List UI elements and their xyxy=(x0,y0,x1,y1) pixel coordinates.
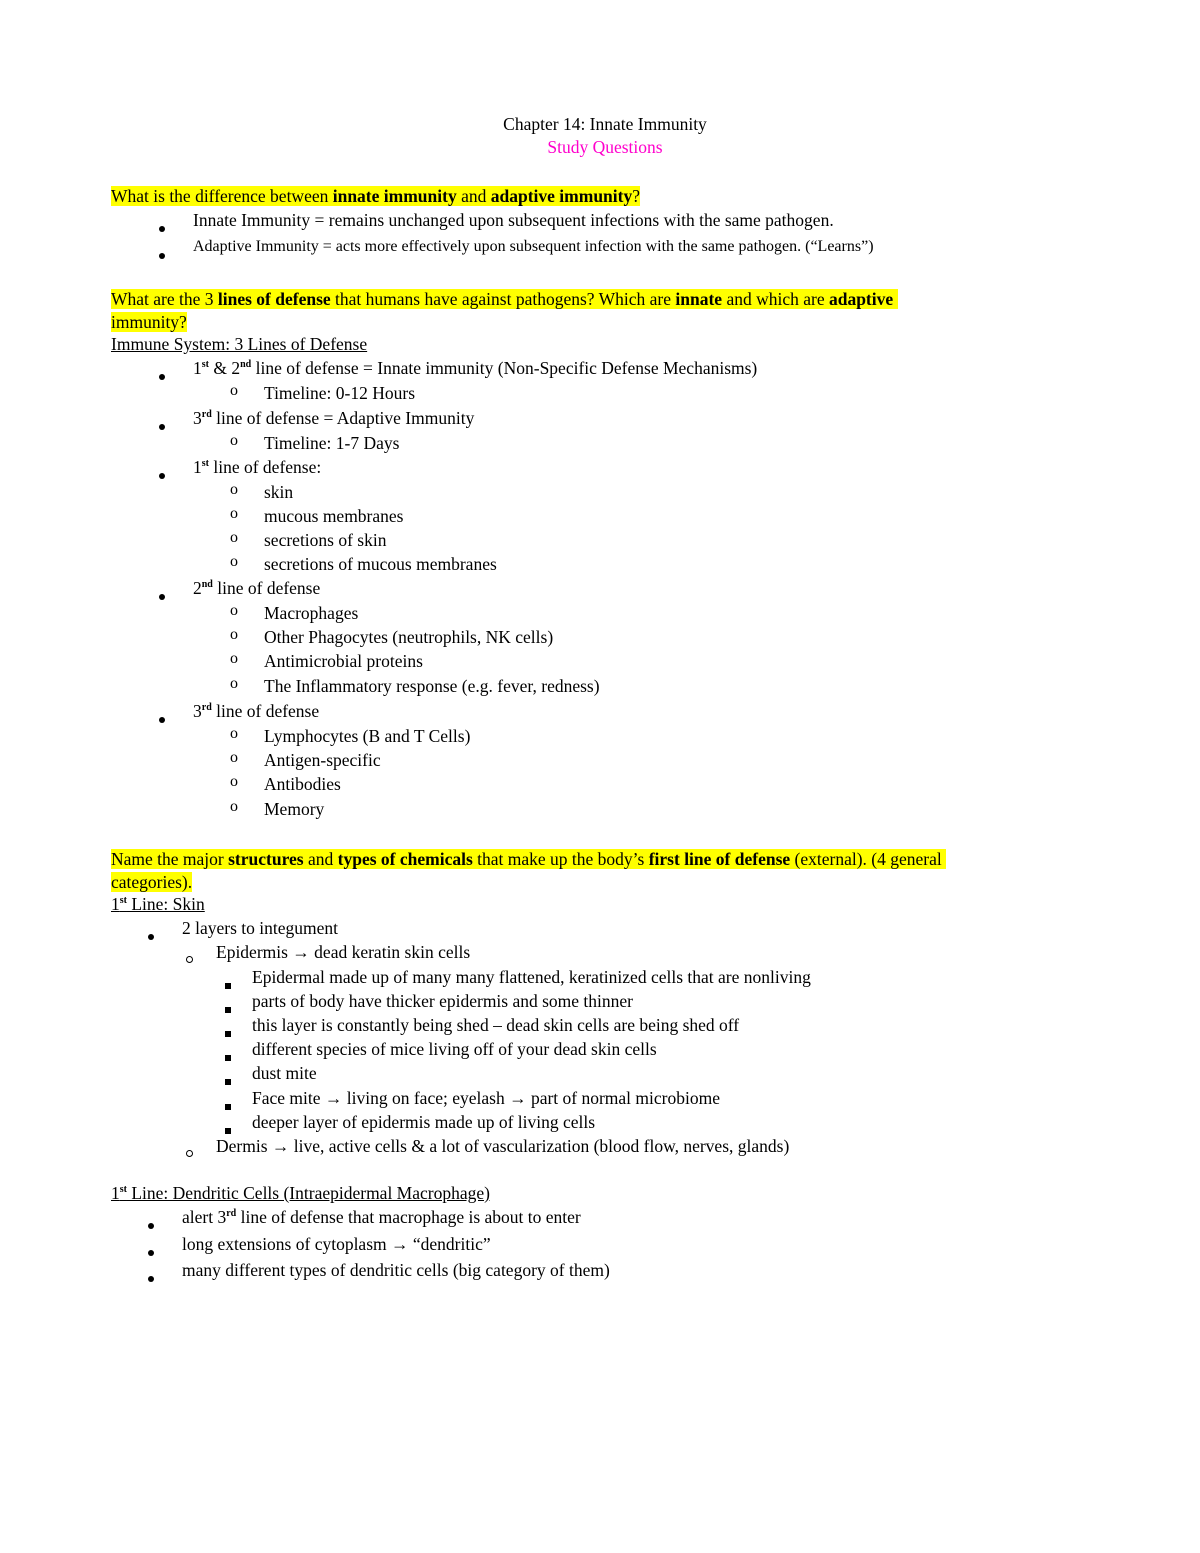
list-item: 2 layers to integument xyxy=(182,918,339,938)
list-item: deeper layer of epidermis made up of living cells xyxy=(252,1112,596,1132)
list-item: different species of mice living off of your dead skin cells xyxy=(252,1039,657,1059)
question-2: What are the 3 lines of defense that humans have against pathogens? Which are innate and which are adaptive xyxy=(111,288,898,310)
bullet-icon xyxy=(159,364,165,385)
list-item: 3rd line of defense = Adaptive Immunity xyxy=(193,408,475,428)
list-item: Adaptive Immunity = acts more effectively upon subsequent infection with the same pathogen. (“Learns”) xyxy=(193,238,874,255)
list-item: Timeline: 0-12 Hours xyxy=(264,383,416,403)
list-item: skin xyxy=(264,482,294,502)
bullet-icon xyxy=(159,707,165,728)
section-heading: 1st Line: Skin xyxy=(111,894,205,914)
list-item: 1st line of defense: xyxy=(193,457,322,477)
list-item: Face mite → living on face; eyelash → part of normal microbiome xyxy=(252,1088,720,1108)
sub-bullet-icon: o xyxy=(230,675,238,692)
list-item: secretions of skin xyxy=(264,530,387,550)
list-item: Memory xyxy=(264,799,325,819)
list-item: 3rd line of defense xyxy=(193,701,320,721)
square-bullet-icon xyxy=(225,1094,231,1115)
question-3: Name the major structures and types of chemicals that make up the body’s first line of defense (external). (4 general xyxy=(111,848,946,870)
sub-bullet-icon xyxy=(186,947,193,968)
sub-bullet-icon: o xyxy=(230,773,238,790)
sub-bullet-icon: o xyxy=(230,382,238,399)
list-item: this layer is constantly being shed – dead skin cells are being shed off xyxy=(252,1015,740,1035)
sub-bullet-icon: o xyxy=(230,553,238,570)
square-bullet-icon xyxy=(225,1069,231,1090)
bullet-icon xyxy=(148,1213,154,1234)
square-bullet-icon xyxy=(225,997,231,1018)
question-1: What is the difference between innate immunity and adaptive immunity? xyxy=(111,186,641,206)
list-item: secretions of mucous membranes xyxy=(264,554,497,574)
list-item: Antibodies xyxy=(264,774,341,794)
sub-bullet-icon: o xyxy=(230,749,238,766)
section-heading: Immune System: 3 Lines of Defense xyxy=(111,334,368,354)
list-item: mucous membranes xyxy=(264,506,404,526)
question-2-continued: immunity? xyxy=(111,312,187,332)
list-item: Antimicrobial proteins xyxy=(264,651,423,671)
list-item: Macrophages xyxy=(264,603,359,623)
square-bullet-icon xyxy=(225,973,231,994)
list-item: long extensions of cytoplasm → “dendritic” xyxy=(182,1234,491,1254)
list-item: Dermis → live, active cells & a lot of vascularization (blood flow, nerves, glands) xyxy=(216,1136,790,1156)
list-item: alert 3rd line of defense that macrophage is about to enter xyxy=(182,1207,581,1227)
sub-bullet-icon: o xyxy=(230,481,238,498)
list-item: Antigen-specific xyxy=(264,750,381,770)
bullet-icon xyxy=(159,414,165,435)
square-bullet-icon xyxy=(225,1045,231,1066)
sub-bullet-icon: o xyxy=(230,725,238,742)
list-item: Epidermal made up of many many flattened, keratinized cells that are nonliving xyxy=(252,967,811,987)
sub-bullet-icon: o xyxy=(230,529,238,546)
list-item: Other Phagocytes (neutrophils, NK cells) xyxy=(264,627,554,647)
bullet-icon xyxy=(159,584,165,605)
sub-bullet-icon: o xyxy=(230,602,238,619)
bullet-icon xyxy=(159,216,165,237)
list-item: parts of body have thicker epidermis and some thinner xyxy=(252,991,634,1011)
sub-bullet-icon: o xyxy=(230,626,238,643)
bullet-icon xyxy=(148,1240,154,1261)
sub-bullet-icon: o xyxy=(230,650,238,667)
bullet-icon xyxy=(159,463,165,484)
list-item: 2nd line of defense xyxy=(193,578,321,598)
list-item: Lymphocytes (B and T Cells) xyxy=(264,726,471,746)
list-item: Epidermis → dead keratin skin cells xyxy=(216,942,471,962)
sub-bullet-icon: o xyxy=(230,432,238,449)
document-subtitle: Study Questions xyxy=(547,137,663,157)
document-title: Chapter 14: Innate Immunity xyxy=(503,114,707,134)
list-item: many different types of dendritic cells (big category of them) xyxy=(182,1260,610,1280)
sub-bullet-icon: o xyxy=(230,505,238,522)
list-item: dust mite xyxy=(252,1063,317,1083)
bullet-icon xyxy=(148,924,154,945)
list-item: Timeline: 1-7 Days xyxy=(264,433,400,453)
section-heading: 1st Line: Dendritic Cells (Intraepidermal Macrophage) xyxy=(111,1183,490,1203)
bullet-icon xyxy=(159,243,165,264)
sub-bullet-icon xyxy=(186,1141,193,1162)
list-item: 1st & 2nd line of defense = Innate immunity (Non-Specific Defense Mechanisms) xyxy=(193,358,758,378)
question-3-continued: categories). xyxy=(111,872,193,892)
square-bullet-icon xyxy=(225,1021,231,1042)
list-item: The Inflammatory response (e.g. fever, redness) xyxy=(264,676,600,696)
list-item: Innate Immunity = remains unchanged upon subsequent infections with the same pathogen. xyxy=(193,210,834,230)
bullet-icon xyxy=(148,1266,154,1287)
sub-bullet-icon: o xyxy=(230,798,238,815)
